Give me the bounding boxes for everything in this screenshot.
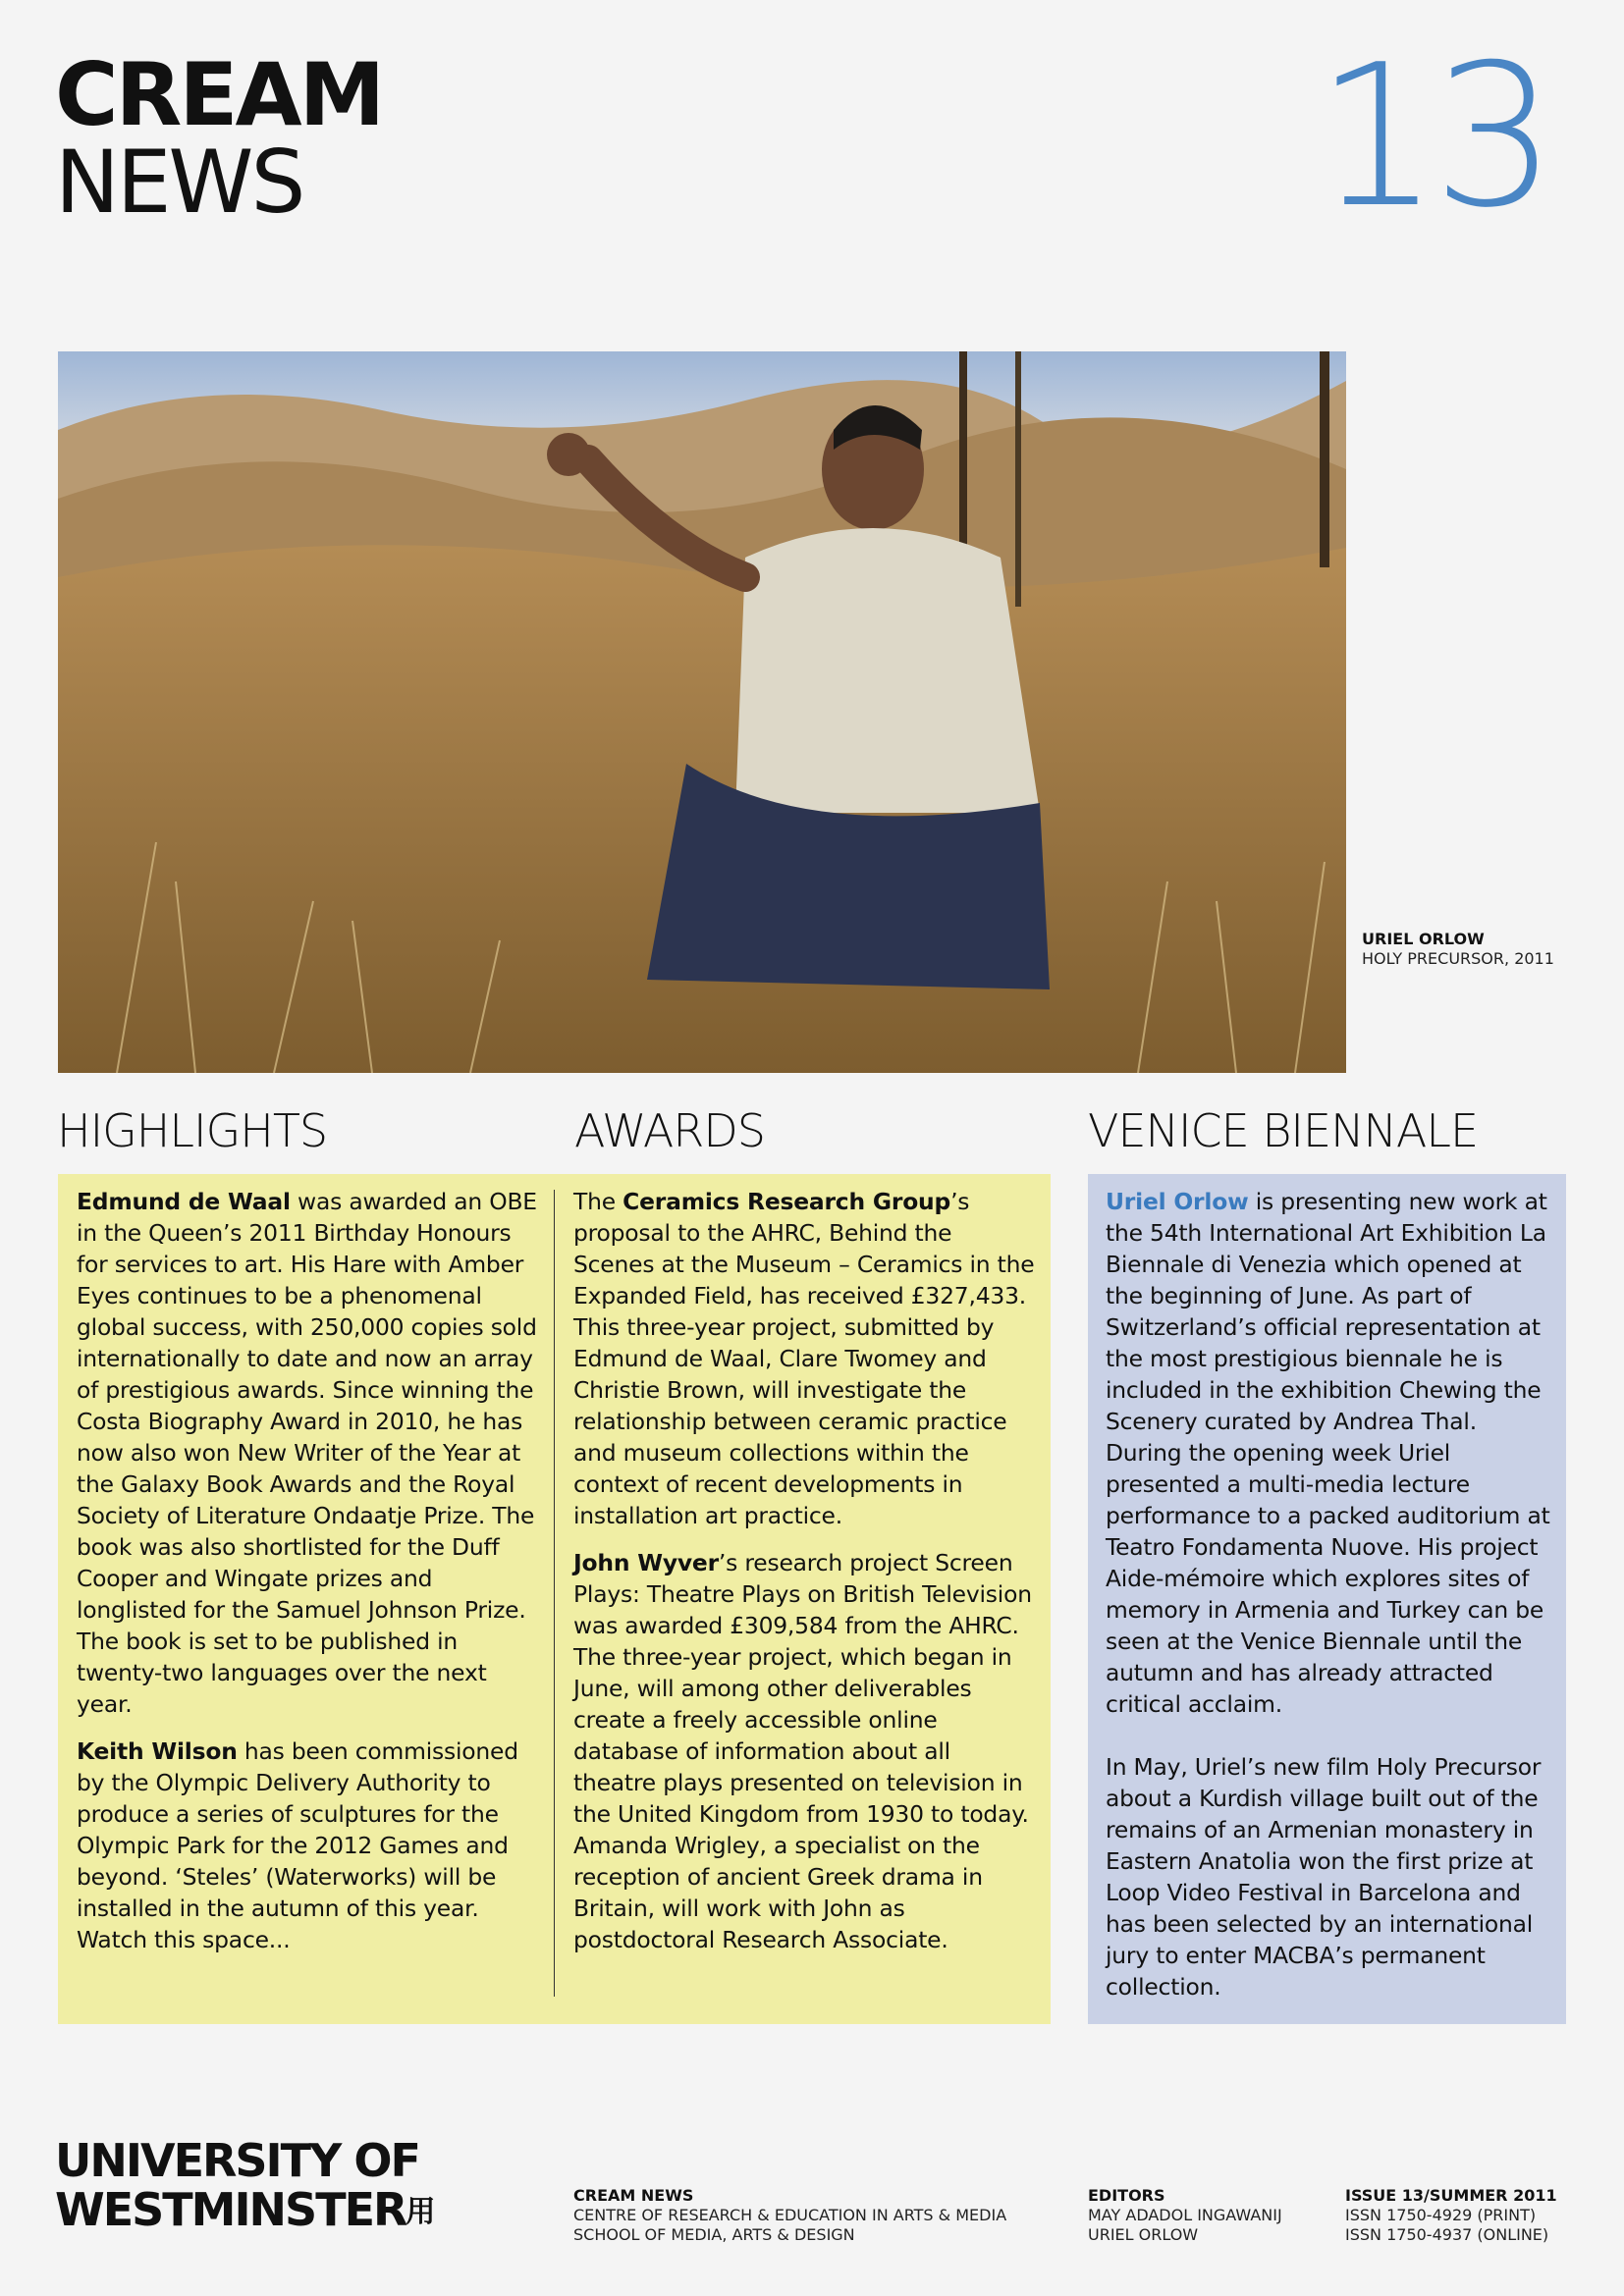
highlight-name: Edmund de Waal — [77, 1188, 291, 1215]
university-mark-icon: 用 — [406, 2195, 436, 2229]
venice-artist-link: Uriel Orlow — [1106, 1188, 1249, 1215]
venice-column — [1106, 1186, 1557, 2018]
footer-issue: ISSUE 13/SUMMER 2011 ISSN 1750-4929 (PRINT) ISSN 1750-4937 (ONLINE) — [1345, 2186, 1557, 2244]
photo-caption — [1362, 930, 1554, 969]
highlights-paragraph: Edmund de Waal was awarded an OBE in the Queen’s 2011 Birthday Honours for services to art. His Hare with Amber Eyes continues to be a phenomenal global success, with 250,000 copies sold internationally to date and now an array of prestigious awards. Since winning the Costa Biography Award in 2010, he has now also won New Writer of the Year at the Galaxy Book Awards and the Royal Society of Literature Ondaatje Prize. The book was also shortlisted for the Duff Cooper and Wingate prizes and longlisted for the Samuel Johnson Prize. The book is set to be published in twenty-two languages over the next year. — [77, 1188, 537, 1718]
venice-heading: VENICE BIENNALE — [1088, 1104, 1479, 1157]
venice-paragraph: In May, Uriel’s new film Holy Precursor about a Kurdish village built out of the remains of an Armenian monastery in Eastern Anatolia won the first prize at Loop Video Festival in Barcelona and has been selected by an international jury to enter MACBA’s permanent collection. — [1106, 1753, 1542, 2001]
awards-heading: AWARDS — [574, 1104, 765, 1157]
awards-paragraph: The Ceramics Research Group’s proposal to the AHRC, Behind the Scenes at the Museum – Ceramics in the Expanded Field, has received £327,433. This three-year project, submitted by Edmund de Waal, Clare Twomey and Christie Brown, will investigate the relationship between ceramic practice and museum collections within the context of recent developments in installation art practice. — [573, 1188, 1035, 1529]
award-name: Ceramics Research Group — [623, 1188, 951, 1215]
highlights-heading: HIGHLIGHTS — [57, 1104, 328, 1157]
awards-paragraph: John Wyver’s research project Screen Plays: Theatre Plays on British Television was awarded £309,584 from the AHRC. The three-year project, which began in June, will among other deliverables create a freely accessible online database of information about all theatre plays presented on television in the United Kingdom from 1930 to today. Amanda Wrigley, a specialist on the reception of ancient Greek drama in Britain, will work with John as postdoctoral Research Associate. — [573, 1549, 1032, 1953]
masthead-title: CREAM — [55, 44, 383, 145]
venice-paragraph: Uriel Orlow is presenting new work at the 54th International Art Exhibition La Biennale di Venezia which opened at the beginning of June. As part of Switzerland’s official representation at the most prestigious biennale he is included in the exhibition Chewing the Scenery curated by Andrea Thal. During the opening week Uriel presented a multi-media lecture performance to a packed auditorium at Teatro Fondamenta Nuove. His project Aide-mémoire which explores sites of memory in Armenia and Turkey can be seen at the Venice Biennale until the autumn and has already attracted critical acclaim. — [1106, 1188, 1550, 1718]
university-logo: UNIVERSITY OF WESTMINSTER用 — [55, 2134, 436, 2236]
caption-work: HOLY PRECURSOR, 2011 — [1362, 949, 1554, 968]
highlights-column — [77, 1186, 544, 1971]
masthead — [55, 44, 383, 233]
highlights-paragraph: Keith Wilson has been commissioned by the Olympic Delivery Authority to produce a series of sculptures for the Olympic Park for the 2012 Games and beyond. ‘Steles’ (Waterworks) will be installed in the autumn of this year. Watch this space... — [77, 1737, 518, 1953]
footer-publication: CREAM NEWS CENTRE OF RESEARCH & EDUCATION IN ARTS & MEDIA SCHOOL OF MEDIA, ARTS & DESIGN — [573, 2186, 1007, 2244]
highlight-name: Keith Wilson — [77, 1737, 238, 1765]
hero-photo — [58, 351, 1346, 1073]
column-divider — [554, 1190, 555, 1997]
masthead-subtitle: NEWS — [55, 132, 303, 233]
footer-editors: EDITORS MAY ADADOL INGAWANIJ URIEL ORLOW — [1088, 2186, 1282, 2244]
caption-artist: URIEL ORLOW — [1362, 930, 1485, 948]
landscape-illustration — [58, 351, 1346, 1073]
award-name: John Wyver — [573, 1549, 719, 1576]
issue-number: 13 — [1315, 23, 1549, 251]
awards-column — [573, 1186, 1037, 1971]
